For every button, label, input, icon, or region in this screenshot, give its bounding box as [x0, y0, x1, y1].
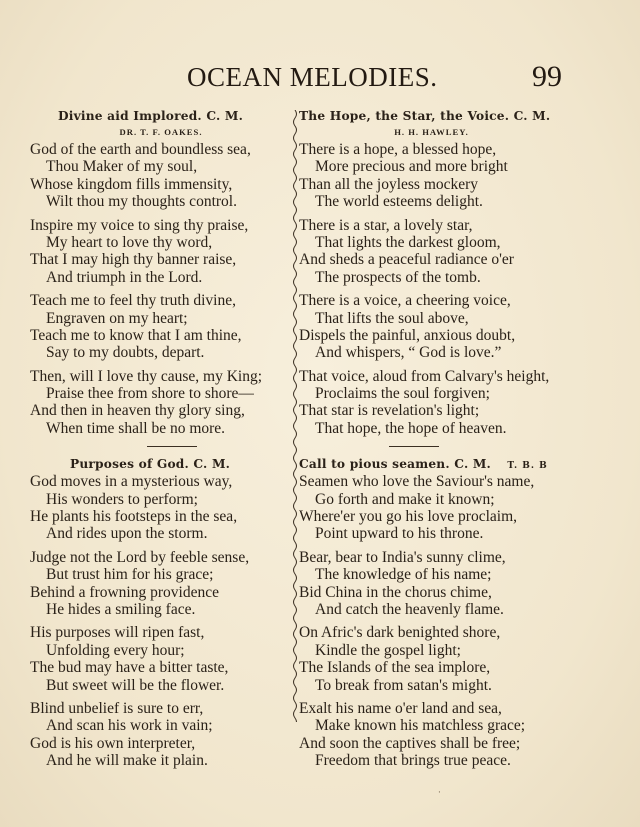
verse-line: The Islands of the sea implore,	[299, 659, 491, 677]
stanza	[299, 141, 564, 211]
verse-line: The bud may have a bitter taste,	[30, 659, 229, 677]
verse-line: Teach me to know that I am thine,	[30, 326, 242, 344]
verse-line: And soon the captives shall be free;	[299, 734, 521, 752]
stanza	[299, 292, 564, 362]
hymn-divider	[147, 446, 197, 447]
hymn-author: H. H. HAWLEY.	[394, 127, 469, 137]
verse-line: Exalt his name o'er land and sea,	[299, 699, 502, 717]
verse-line: Engraven on my heart;	[46, 309, 188, 327]
verse-line: God moves in a mysterious way,	[30, 473, 233, 491]
running-head	[0, 62, 640, 96]
stanza	[30, 368, 292, 438]
verse-line: His wonders to perform;	[46, 490, 198, 508]
verse-line: The knowledge of his name;	[315, 566, 492, 584]
stanza	[30, 624, 292, 694]
verse-line: And rides upon the storm.	[46, 525, 208, 543]
verse-line: When time shall be no more.	[46, 419, 226, 437]
verse-line: Inspire my voice to sing thy praise,	[30, 216, 249, 234]
hymn-the-hope-the-star-the-voice	[299, 108, 564, 437]
verse-line: Wilt thou my thoughts control.	[46, 193, 237, 211]
hymn-author: DR. T. F. OAKES.	[119, 127, 203, 137]
hymn-purposes-of-god	[30, 456, 292, 769]
stanza	[299, 368, 564, 438]
verse-line: Behind a frowning providence	[30, 583, 219, 601]
verse-line: But trust him for his grace;	[46, 566, 214, 584]
verse-line: Where'er you go his love proclaim,	[299, 508, 517, 526]
verse-line: Unfolding every hour;	[46, 641, 185, 659]
verse-line: That voice, aloud from Calvary's height,	[299, 367, 550, 385]
verse-line: Point upward to his throne.	[315, 525, 484, 543]
verse-line: There is a star, a lovely star,	[299, 216, 473, 234]
verse-line: Seamen who love the Saviour's name,	[299, 473, 535, 491]
verse-line: And catch the heavenly flame.	[315, 600, 504, 618]
running-title: OCEAN MELODIES.	[187, 62, 438, 92]
verse-line: Blind unbelief is sure to err,	[30, 699, 204, 717]
stanza	[299, 624, 564, 694]
verse-line: Bear, bear to India's sunny clime,	[299, 548, 506, 566]
verse-line: My heart to love thy word,	[46, 233, 213, 251]
verse-line: That lights the darkest gloom,	[315, 233, 501, 251]
verse-line: That star is revelation's light;	[299, 402, 480, 420]
verse-line: That I may high thy banner raise,	[30, 251, 237, 269]
stanza	[30, 217, 292, 287]
verse-line: More precious and more bright	[315, 158, 508, 176]
verse-line: Than all the joyless mockery	[299, 175, 479, 193]
verse-line: And sheds a peaceful radiance o'er	[299, 251, 514, 269]
hymn-call-to-pious-seamen	[299, 456, 564, 769]
verse-line: There is a hope, a blessed hope,	[299, 141, 497, 158]
verse-line: Then, will I love thy cause, my King;	[30, 367, 263, 385]
hymn-author-initials: T. B. B	[507, 461, 548, 472]
verse-line: Make known his matchless grace;	[315, 717, 526, 735]
verse-line: Thou Maker of my soul,	[46, 158, 198, 176]
right-column	[299, 108, 564, 776]
verse-line: God is his own interpreter,	[30, 734, 196, 752]
verse-line: That hope, the hope of heaven.	[315, 419, 507, 437]
stanza	[30, 292, 292, 362]
verse-line: But sweet will be the flower.	[46, 676, 225, 694]
stanza	[30, 700, 292, 770]
column-rule	[291, 110, 299, 722]
verse-line: Dispels the painful, anxious doubt,	[299, 326, 516, 344]
paper-speck: ·	[438, 788, 441, 798]
stanza	[30, 141, 292, 211]
left-column	[30, 108, 292, 776]
verse-line: The prospects of the tomb.	[315, 268, 481, 286]
verse-line: That lifts the soul above,	[315, 309, 469, 327]
verse-line: And he will make it plain.	[46, 752, 208, 770]
verse-line: To break from satan's might.	[315, 676, 492, 694]
verse-line: Say to my doubts, depart.	[46, 344, 205, 362]
verse-line: Judge not the Lord by feeble sense,	[30, 548, 250, 566]
hymn-title: Purposes of God. C. M.	[70, 457, 231, 472]
stanza	[30, 473, 292, 543]
hymn-divider	[389, 446, 439, 447]
stanza	[299, 549, 564, 619]
verse-line: Bid China in the chorus chime,	[299, 583, 492, 601]
verse-line: He plants his footsteps in the sea,	[30, 508, 238, 526]
hymn-title: Divine aid Implored. C. M.	[58, 109, 244, 123]
verse-line: On Afric's dark benighted shore,	[299, 624, 501, 642]
verse-line: God of the earth and boundless sea,	[30, 141, 251, 158]
stanza	[299, 473, 564, 543]
hymn-title: The Hope, the Star, the Voice. C. M.	[299, 109, 551, 123]
verse-line: Teach me to feel thy truth divine,	[30, 292, 236, 310]
verse-line: Proclaims the soul forgiven;	[315, 385, 490, 403]
verse-line: He hides a smiling face.	[46, 600, 196, 618]
hymn-divine-aid-implored	[30, 108, 292, 437]
verse-line: And then in heaven thy glory sing,	[30, 402, 245, 420]
verse-line: And scan his work in vain;	[46, 717, 213, 735]
verse-line: And triumph in the Lord.	[46, 268, 203, 286]
hymn-title-row	[299, 456, 564, 473]
verse-line: Freedom that brings true peace.	[315, 752, 511, 770]
verse-line: The world esteems delight.	[315, 193, 483, 211]
stanza	[30, 549, 292, 619]
verse-line: Kindle the gospel light;	[315, 641, 461, 659]
verse-line: And whispers, “ God is love.”	[315, 344, 502, 362]
verse-line: His purposes will ripen fast,	[30, 624, 205, 642]
verse-line: Whose kingdom fills immensity,	[30, 175, 233, 193]
verse-line: Praise thee from shore to shore—	[46, 385, 254, 403]
hymn-title: Call to pious seamen. C. M.	[299, 457, 491, 472]
stanza	[299, 217, 564, 287]
page-number: 99	[532, 60, 562, 93]
stanza	[299, 700, 564, 770]
verse-line: There is a voice, a cheering voice,	[299, 292, 511, 310]
verse-line: Go forth and make it known;	[315, 490, 495, 508]
